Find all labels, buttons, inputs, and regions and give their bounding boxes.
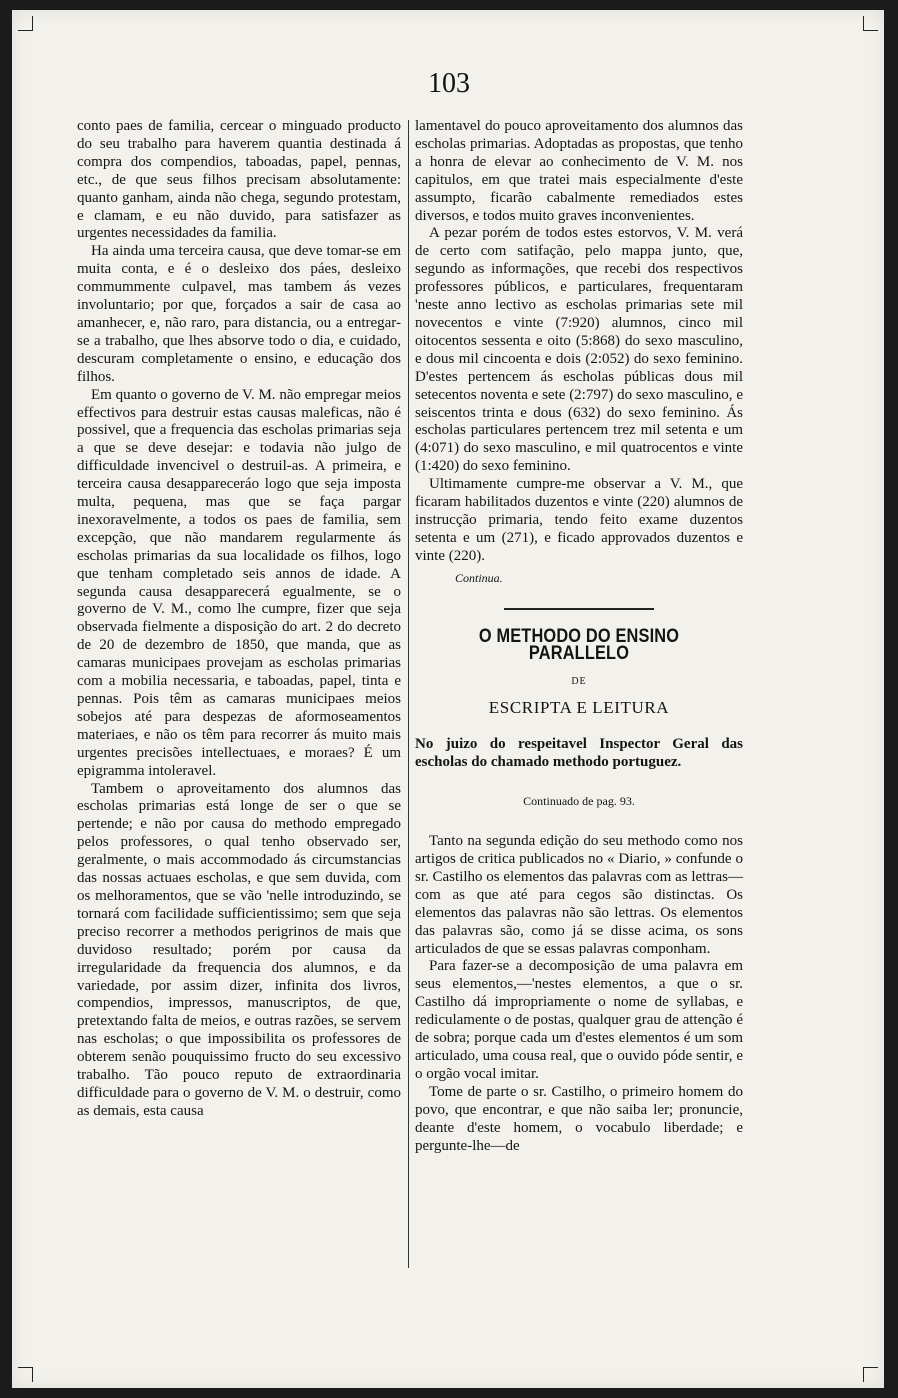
- section-rule: [504, 608, 654, 610]
- paragraph: A pezar porém de todos estes estorvos, V. M. verá de certo com satifação, pelo mappa junto, que, segundo as informações, que recebi dos respectivos professores públicos, e particulares, frequentaram 'neste anno lectivo as escholas primarias sete mil novecentos e vinte (7:920) alumnos, cinco mil oitocentos sessenta e oito (5:868) do sexo masculino, e dous mil cincoenta e dois (2:052) do sexo feminino. D'estes pertencem ás escholas públicas dous mil setecentos noventa e sete (2:797) do sexo masculino, e seiscentos trinta e dous (632) do sexo feminino. Ás escholas particulares pertencem trez mil setenta e um (4:071) do sexo masculino, e mil quatrocentos e vinte (1:420) do sexo feminino.: [415, 225, 743, 475]
- paragraph: Tambem o aproveitamento dos alumnos das escholas primarias está longe de ser o que se pertende; e não por causa do methodo empregado pelos professores, o qual tenho observado ser, geralmente, o mais accommodado ás circumstancias das nossas actuaes escholas, e que sem duvida, com os melhoramentos, que se vão 'nelle introduzindo, se tornará com facilidade sufficientissimo; sem que seja preciso recorrer a methodos perigrinos de mais que duvidoso resultado; porém por causa da irregularidade da frequencia dos alumnos, e da variedade, por assim dizer, infinita dos livros, compendios, impressos, manuscriptos, de que, pretextando falta de meios, e outras razões, se servem nas escholas; o que impossibilita os professores de obterem senão pouquissimo fructo do seu excessivo trabalho. Tão pouco reputo de extraordinaria difficuldade para o governo de V. M. o destruir, como as demais, esta causa: [77, 780, 401, 1119]
- paragraph: Ha ainda uma terceira causa, que deve tomar-se em muita conta, e é o desleixo dos páes, desleixo commummente culpavel, mas tambem ás vezes involuntario; por que, forçados a sair de casa ao amanhecer, e, não raro, para distancia, ou a entregar-se a trabalho, que lhes absorve todo o dia, e cuidado, descuram completamente o ensino, e educação dos filhos.: [77, 243, 401, 385]
- article-title: O METHODO DO ENSINO PARALLELO: [478, 625, 680, 665]
- column-divider: [408, 120, 409, 1268]
- crop-mark-bottom-right: [863, 1367, 878, 1382]
- article-subtitle: ESCRIPTA E LEITURA: [488, 698, 670, 718]
- crop-mark-bottom-left: [18, 1367, 33, 1382]
- paragraph: Ultimamente cumpre-me observar a V. M., que ficaram habilitados duzentos e vinte (220) alumnos de instrucção primaria, tendo feito exame duzentos setenta e um (271), e ficado approvados duzentos e vinte (220).: [415, 476, 743, 564]
- continued-note: Continuado de pag. 93.: [523, 794, 635, 809]
- right-column: [415, 118, 743, 1155]
- article-lead: No juizo do respeitavel Inspector Geral das escholas do chamado methodo portuguez.: [415, 736, 743, 771]
- left-column: [77, 118, 401, 1121]
- paragraph: Tanto na segunda edição do seu methodo como nos artigos de critica publicados no « Diario, » confunde o sr. Castilho os elementos das palavras com as lettras—com as que até para cegos são distinctas. Os elementos das palavras não são lettras. Os elementos das palavras são, como já se disse acima, os sons articulados de que se essas palavras componham.: [415, 833, 743, 957]
- paragraph: Em quanto o governo de V. M. não empregar meios effectivos para destruir estas causas maleficas, não é possivel, que a frequencia das escholas primarias seja a que se deve desejar: e todavia não julgo de difficuldade invencivel o destruil-as. A primeira, e terceira causa desappareceráo logo que seja imposta multa, pequena, mas que se faça pargar inexoravelmente, a todos os paes de familia, sem excepção, que não mandarem regularmente ás escholas primarias da sua localidade os filhos, logo que tenham completado seis annos de idade. A segunda causa desapparecerá egualmente, se o governo de V. M., como lhe cumpre, fizer que seja observada fielmente a disposição do art. 2 do decreto de 20 de dezembro de 1850, que manda, que as camaras municipaes provejam as escholas primarias com a mobilia necessaria, e taboadas, papel, tinta e pennas. Pois têm as camaras municipaes meios sobejos até para despezas de aformoseamentos materiaes, e não os têm para recorrer ás muito mais urgentes precisões intellectuaes, e moraes? É um epigramma intoleravel.: [77, 386, 401, 779]
- paragraph: Para fazer-se a decomposição de uma palavra em seus elementos,—'nestes elementos, a que o sr. Castilho dá impropriamente o nome de syllabas, e rediculamente o de postas, qualquer grau de attenção é de sobra; porque cada um d'estes elementos é um som articulado, uma cousa real, que o ouvido póde sentir, e o orgão vocal imitar.: [415, 958, 743, 1082]
- paragraph: conto paes de familia, cercear o minguado producto do seu trabalho para haverem quantia destinada á compra dos compendios, taboadas, papel, pennas, etc., de que seus filhos precisam absolutamente: quanto ganham, ainda não chega, segundo protestam, e clamam, e eu não duvido, para satisfazer as urgentes necessidades da familia.: [77, 118, 401, 242]
- article-de: DE: [571, 676, 587, 688]
- continua-note: Continua.: [455, 570, 503, 585]
- paragraph: lamentavel do pouco aproveitamento dos alumnos das escholas primarias. Adoptadas as propostas, que tenho a honra de elevar ao conhecimento de V. M. nos capitulos, em que tratei mais especialmente d'este assumpto, ficarão cabalmente remediados estes diversos, e todos muito graves inconvenientes.: [415, 118, 743, 224]
- crop-mark-top-left: [18, 16, 33, 31]
- crop-mark-top-right: [863, 16, 878, 31]
- page-number: 103: [428, 68, 470, 99]
- paragraph: Tome de parte o sr. Castilho, o primeiro homem do povo, que encontrar, e que não saiba ler; pronuncie, deante d'este homem, o vocabulo liberdade; e pergunte-lhe—de: [415, 1083, 743, 1154]
